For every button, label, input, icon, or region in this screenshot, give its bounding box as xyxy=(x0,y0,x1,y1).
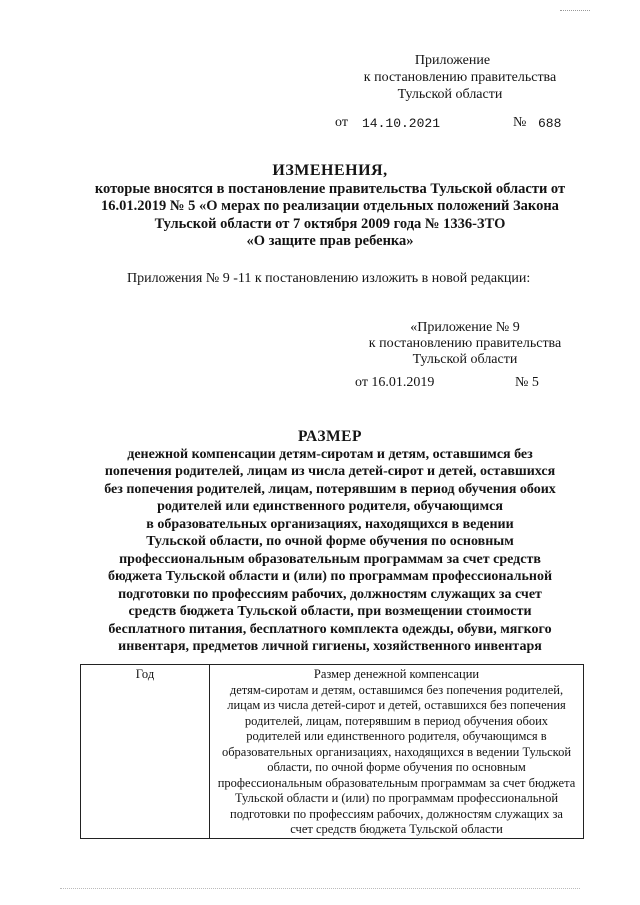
size-title-line: инвентаря, предметов личной гигиены, хозяйственного инвентаря xyxy=(118,639,542,654)
size-title-line: родителей или единственного родителя, обучающимся xyxy=(157,499,503,514)
header-line: профессиональным образовательным программам за счет бюджета xyxy=(217,775,576,790)
size-title-line: профессиональным образовательным программам за счет средств xyxy=(119,551,541,567)
changes-title xyxy=(80,162,580,251)
changes-heading: ИЗМЕНЕНИЯ, xyxy=(272,162,388,179)
changes-title-line: «О защите прав ребенка» xyxy=(246,233,414,249)
header-line: лицам из числа детей-сирот и детей, оставшихся без попечения xyxy=(227,698,566,712)
header-line: Размер денежной компенсации xyxy=(313,667,480,681)
compensation-column-header xyxy=(210,665,584,839)
annex-line-2: к постановлению правительства xyxy=(363,70,557,85)
size-title xyxy=(80,428,580,656)
size-heading: РАЗМЕР xyxy=(298,428,362,445)
table-header-row xyxy=(81,665,584,839)
header-line: детям-сиротам и детям, оставшимся без попечения родителей, xyxy=(229,682,564,697)
annex-number: 688 xyxy=(538,116,562,131)
annex-9-number: № 5 xyxy=(515,375,539,390)
annex-number-label: № xyxy=(513,115,527,130)
size-title-line: бесплатного питания, бесплатного комплекта одежды, обуви, мягкого xyxy=(108,621,552,637)
intro-paragraph: Приложения № 9 -11 к постановлению изложить в новой редакции: xyxy=(127,271,531,286)
annex-9-line-3: Тульской области xyxy=(412,352,518,367)
compensation-table xyxy=(80,664,584,839)
scan-artifact xyxy=(60,888,580,890)
year-column-header: Год xyxy=(81,665,210,839)
changes-title-line: 16.01.2019 № 5 «О мерах по реализации отдельных положений Закона xyxy=(101,198,559,214)
size-title-line: денежной компенсации детям-сиротам и детям, оставшимся без xyxy=(127,446,533,462)
size-title-line: подготовки по профессиям рабочих, должностям служащих за счет xyxy=(118,586,542,602)
header-line: образовательных организациях, находящихся в ведении Тульской xyxy=(221,744,572,759)
changes-title-line: которые вносятся в постановление правительства Тульской области от xyxy=(94,180,566,197)
annex-9-date: от 16.01.2019 xyxy=(355,375,435,390)
size-title-line: Тульской области, по очной форме обучения по основным xyxy=(146,534,514,549)
annex-line-1: Приложение xyxy=(414,53,491,68)
annex-9-line-1: «Приложение № 9 xyxy=(410,320,520,335)
header-line: родителей или единственного родителя, обучающимся в xyxy=(246,729,547,743)
size-title-line: средств бюджета Тульской области, при возмещении стоимости xyxy=(128,604,532,619)
header-line: родителей, лицам, потерявшим в период обучения обоих xyxy=(244,713,549,728)
scan-artifact xyxy=(560,10,590,13)
header-line: Тульской области и (или) по программам профессиональной xyxy=(234,791,559,805)
annex-9-header xyxy=(350,320,580,368)
annex-from-label: от xyxy=(335,115,348,130)
header-line: подготовки по профессиям рабочих, должностям служащих за xyxy=(230,806,563,821)
changes-title-line: Тульской области от 7 октября 2009 года № 1336-ЗТО xyxy=(154,215,506,232)
annex-line-3: Тульской области xyxy=(397,87,503,102)
header-line: области, по очной форме обучения по основным xyxy=(267,760,526,774)
size-title-line: попечения родителей, лицам из числа детей-сирот и детей, оставшихся xyxy=(104,464,556,479)
size-title-line: бюджета Тульской области и (или) по программам профессиональной xyxy=(107,569,553,584)
header-line: счет средств бюджета Тульской области xyxy=(290,822,503,836)
annex-date: 14.10.2021 xyxy=(362,116,441,131)
size-title-line: в образовательных организациях, находящихся в ведении xyxy=(146,516,514,532)
annex-header xyxy=(330,52,590,103)
size-title-line: без попечения родителей, лицам, потерявшим в период обучения обоих xyxy=(104,481,556,497)
annex-9-line-2: к постановлению правительства xyxy=(368,336,562,351)
